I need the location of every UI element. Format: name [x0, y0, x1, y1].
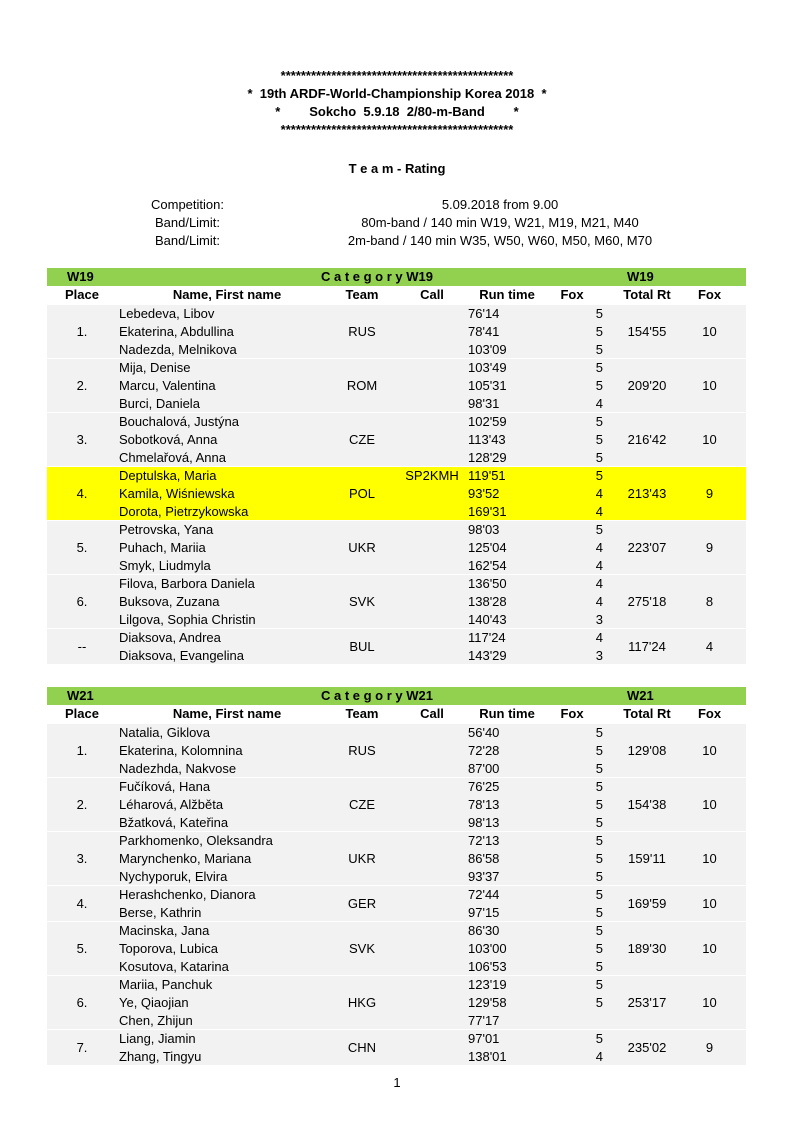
- team-place: 1.: [76, 743, 88, 758]
- member-name: Nadezhda, Nakvose: [119, 761, 237, 776]
- member-row: [47, 629, 746, 647]
- member-fox: 3: [595, 648, 603, 663]
- team-country: CZE: [349, 432, 375, 447]
- member-runtime: 72'13: [468, 833, 500, 848]
- team-country: BUL: [349, 639, 375, 654]
- team-total-runtime: 154'55: [627, 324, 667, 339]
- team-country: GER: [347, 896, 377, 911]
- team-block: [47, 831, 746, 885]
- col-header-fox: Fox: [560, 287, 584, 302]
- member-runtime: 98'13: [468, 815, 500, 830]
- team-total-fox: 10: [702, 743, 717, 758]
- col-header-fox-total: Fox: [697, 706, 722, 721]
- member-name: Zhang, Tingyu: [119, 1049, 202, 1064]
- member-runtime: 93'37: [468, 869, 500, 884]
- member-runtime: 77'17: [468, 1013, 500, 1028]
- member-runtime: 102'59: [468, 414, 507, 429]
- member-fox: 5: [595, 995, 603, 1010]
- team-place: 6.: [76, 594, 88, 609]
- member-name: Fučíková, Hana: [119, 779, 211, 794]
- team-place: 1.: [76, 324, 88, 339]
- member-name: Chen, Zhijun: [119, 1013, 193, 1028]
- member-name: Petrovska, Yana: [119, 522, 214, 537]
- team-place: 3.: [76, 432, 88, 447]
- member-fox: 4: [595, 594, 603, 609]
- member-fox: 5: [595, 324, 603, 339]
- member-runtime: 113'43: [468, 432, 506, 447]
- col-header-total: Total Rt: [623, 287, 671, 302]
- team-place: 3.: [76, 851, 88, 866]
- team-block: [47, 574, 746, 628]
- member-runtime: 86'58: [468, 851, 500, 866]
- member-name: Filova, Barbora Daniela: [119, 576, 255, 591]
- team-total-runtime: 129'08: [627, 743, 667, 758]
- team-country: UKR: [348, 851, 376, 866]
- member-name: Smyk, Liudmyla: [119, 558, 211, 573]
- member-fox: 5: [595, 378, 603, 393]
- member-fox: 5: [595, 432, 603, 447]
- member-fox: 4: [595, 504, 603, 519]
- member-name: Buksova, Zuzana: [119, 594, 220, 609]
- member-name: Liang, Jiamin: [119, 1031, 196, 1046]
- info-row-competition: [0, 197, 794, 215]
- member-name: Deptulska, Maria: [119, 468, 217, 483]
- team-total-fox: 10: [702, 941, 717, 956]
- info-value: 2m-band / 140 min W35, W50, W60, M50, M60, M70: [347, 233, 653, 248]
- team-country: CHN: [347, 1040, 377, 1055]
- member-name: Herashchenko, Dianora: [119, 887, 256, 902]
- member-row: [47, 341, 746, 359]
- member-fox: 4: [595, 540, 603, 555]
- member-runtime: 72'44: [468, 887, 500, 902]
- team-total-runtime: 223'07: [627, 540, 667, 555]
- team-total-fox: 10: [702, 324, 717, 339]
- col-header-name: Name, First name: [172, 706, 282, 721]
- member-call: SP2KMH: [405, 468, 459, 483]
- member-fox: 5: [595, 977, 603, 992]
- info-label: Band/Limit:: [154, 233, 221, 248]
- team-block: [47, 358, 746, 412]
- category-bar: [47, 268, 746, 286]
- member-runtime: 125'04: [468, 540, 507, 555]
- member-runtime: 78'13: [468, 797, 500, 812]
- col-header-place: Place: [65, 287, 99, 302]
- team-block: [47, 412, 746, 466]
- member-row: [47, 814, 746, 832]
- team-total-runtime: 189'30: [627, 941, 667, 956]
- member-fox: 5: [595, 905, 603, 920]
- member-row: [47, 994, 746, 1012]
- member-fox: 5: [595, 959, 603, 974]
- member-row: [47, 467, 746, 485]
- col-header-call: Call: [420, 706, 444, 721]
- team-place: --: [77, 639, 87, 654]
- col-header-fox: Fox: [560, 706, 584, 721]
- team-place: 5.: [76, 941, 88, 956]
- member-row: [47, 395, 746, 413]
- member-name: Lilgova, Sophia Christin: [119, 612, 256, 627]
- member-name: Bžatková, Kateřina: [119, 815, 229, 830]
- member-fox: 3: [595, 612, 603, 627]
- member-fox: 5: [595, 342, 603, 357]
- member-runtime: 106'53: [468, 959, 507, 974]
- team-total-fox: 10: [702, 378, 717, 393]
- member-runtime: 76'14: [468, 306, 500, 321]
- report-title: T e a m - Rating: [348, 161, 446, 176]
- team-total-fox: 10: [702, 896, 717, 911]
- info-row-band-2m: [0, 233, 794, 251]
- member-fox: 5: [595, 941, 603, 956]
- member-row: [47, 868, 746, 886]
- member-name: Puhach, Mariia: [119, 540, 206, 555]
- member-name: Parkhomenko, Oleksandra: [119, 833, 273, 848]
- info-value: 5.09.2018 from 9.00: [441, 197, 559, 212]
- member-runtime: 56'40: [468, 725, 500, 740]
- member-name: Nadezda, Melnikova: [119, 342, 237, 357]
- header-stars-bottom: **********************************************: [280, 122, 514, 137]
- member-runtime: 97'01: [468, 1031, 500, 1046]
- member-fox: 5: [595, 761, 603, 776]
- team-total-runtime: 117'24: [628, 639, 666, 654]
- member-runtime: 97'15: [468, 905, 500, 920]
- member-name: Dorota, Pietrzykowska: [119, 504, 249, 519]
- member-runtime: 103'49: [468, 360, 507, 375]
- team-place: 2.: [76, 378, 88, 393]
- team-total-fox: 4: [705, 639, 714, 654]
- member-name: Kosutova, Katarina: [119, 959, 229, 974]
- member-runtime: 86'30: [468, 923, 500, 938]
- team-place: 7.: [76, 1040, 88, 1055]
- col-header-runtime: Run time: [479, 287, 535, 302]
- member-row: [47, 778, 746, 796]
- category-code-right: W19: [627, 269, 654, 284]
- championship-title: * 19th ARDF-World-Championship Korea 2018 *: [247, 86, 547, 101]
- member-fox: 5: [595, 450, 603, 465]
- info-label: Competition:: [151, 197, 224, 212]
- team-total-fox: 8: [705, 594, 714, 609]
- member-row: [47, 539, 746, 557]
- member-fox: 5: [595, 851, 603, 866]
- info-row-band-80m: [0, 215, 794, 233]
- member-fox: 5: [595, 1031, 603, 1046]
- member-row: [47, 796, 746, 814]
- member-row: [47, 449, 746, 467]
- team-total-runtime: 216'42: [627, 432, 667, 447]
- member-name: Nychyporuk, Elvira: [119, 869, 228, 884]
- member-name: Macinska, Jana: [119, 923, 210, 938]
- category-code-right: W21: [627, 688, 654, 703]
- category-title: C a t e g o r y W21: [321, 688, 433, 703]
- member-row: [47, 305, 746, 323]
- member-row: [47, 724, 746, 742]
- member-row: [47, 976, 746, 994]
- member-fox: 5: [595, 815, 603, 830]
- member-row: [47, 958, 746, 976]
- col-header-name: Name, First name: [172, 287, 282, 302]
- team-total-runtime: 154'38: [627, 797, 667, 812]
- member-name: Diaksova, Andrea: [119, 630, 221, 645]
- member-name: Marcu, Valentina: [119, 378, 216, 393]
- category-section-w21: [47, 687, 746, 1065]
- member-fox: 5: [595, 887, 603, 902]
- member-runtime: 138'01: [468, 1049, 507, 1064]
- member-runtime: 123'19: [468, 977, 507, 992]
- member-fox: 5: [595, 468, 603, 483]
- team-country: SVK: [348, 941, 375, 956]
- team-block: [47, 885, 746, 921]
- team-country: ROM: [346, 378, 378, 393]
- team-total-fox: 9: [705, 486, 714, 501]
- team-country: POL: [348, 486, 375, 501]
- category-title: C a t e g o r y W19: [321, 269, 433, 284]
- member-fox: 5: [595, 360, 603, 375]
- member-name: Diaksova, Evangelina: [119, 648, 245, 663]
- member-row: [47, 1030, 746, 1048]
- col-header-runtime: Run time: [479, 706, 535, 721]
- member-row: [47, 485, 746, 503]
- member-name: Mariia, Panchuk: [119, 977, 213, 992]
- team-block: [47, 466, 746, 520]
- member-fox: 5: [595, 306, 603, 321]
- member-fox: 4: [595, 396, 603, 411]
- col-header-team: Team: [345, 287, 379, 302]
- member-runtime: 98'31: [468, 396, 500, 411]
- member-fox: 4: [595, 630, 603, 645]
- team-total-fox: 10: [702, 995, 717, 1010]
- team-country: RUS: [348, 743, 376, 758]
- member-row: [47, 886, 746, 904]
- info-value: 80m-band / 140 min W19, W21, M19, M21, M40: [361, 215, 639, 230]
- member-runtime: 103'09: [468, 342, 507, 357]
- col-header-team: Team: [345, 706, 379, 721]
- member-row: [47, 742, 746, 760]
- member-name: Marynchenko, Mariana: [119, 851, 252, 866]
- member-row: [47, 413, 746, 431]
- member-name: Burci, Daniela: [119, 396, 200, 411]
- member-name: Léharová, Alžběta: [119, 797, 224, 812]
- member-name: Sobotková, Anna: [119, 432, 218, 447]
- team-total-fox: 9: [705, 1040, 714, 1055]
- member-fox: 5: [595, 743, 603, 758]
- team-country: SVK: [348, 594, 375, 609]
- member-runtime: 129'58: [468, 995, 507, 1010]
- column-header-row: [47, 705, 746, 723]
- member-name: Ekaterina, Kolomnina: [119, 743, 243, 758]
- col-header-call: Call: [420, 287, 444, 302]
- team-country: RUS: [348, 324, 376, 339]
- member-row: [47, 832, 746, 850]
- member-row: [47, 904, 746, 922]
- team-place: 5.: [76, 540, 88, 555]
- member-fox: 4: [595, 1049, 603, 1064]
- member-runtime: 87'00: [468, 761, 500, 776]
- member-row: [47, 647, 746, 665]
- member-row: [47, 940, 746, 958]
- member-runtime: 138'28: [468, 594, 507, 609]
- team-total-runtime: 253'17: [627, 995, 667, 1010]
- member-name: Berse, Kathrin: [119, 905, 202, 920]
- member-fox: 5: [595, 797, 603, 812]
- member-row: [47, 359, 746, 377]
- member-row: [47, 377, 746, 395]
- member-runtime: 78'41: [468, 324, 500, 339]
- member-row: [47, 323, 746, 341]
- member-fox: 5: [595, 923, 603, 938]
- team-block: [47, 304, 746, 358]
- team-total-fox: 10: [702, 851, 717, 866]
- event-location-date: * Sokcho 5.9.18 2/80-m-Band *: [275, 104, 519, 119]
- member-name: Bouchalová, Justýna: [119, 414, 239, 429]
- team-place: 2.: [76, 797, 88, 812]
- team-block: [47, 1029, 746, 1065]
- member-runtime: 140'43: [468, 612, 507, 627]
- page-number: 1: [393, 1075, 401, 1090]
- member-row: [47, 503, 746, 521]
- team-total-runtime: 213'43: [627, 486, 667, 501]
- team-block: [47, 777, 746, 831]
- member-runtime: 98'03: [468, 522, 500, 537]
- member-name: Toporova, Lubica: [119, 941, 219, 956]
- member-name: Chmelařová, Anna: [119, 450, 226, 465]
- member-name: Ye, Qiaojian: [119, 995, 189, 1010]
- member-row: [47, 575, 746, 593]
- member-name: Lebedeva, Libov: [119, 306, 215, 321]
- member-fox: 5: [595, 869, 603, 884]
- category-code-left: W21: [67, 688, 94, 703]
- team-block: [47, 628, 746, 664]
- member-runtime: 162'54: [468, 558, 507, 573]
- team-block: [47, 723, 746, 777]
- team-country: HKG: [347, 995, 377, 1010]
- team-total-runtime: 169'59: [627, 896, 667, 911]
- member-name: Mija, Denise: [119, 360, 191, 375]
- member-runtime: 119'51: [468, 468, 506, 483]
- member-runtime: 143'29: [468, 648, 507, 663]
- member-row: [47, 521, 746, 539]
- member-runtime: 117'24: [468, 630, 506, 645]
- member-fox: 4: [595, 486, 603, 501]
- member-row: [47, 850, 746, 868]
- member-row: [47, 1048, 746, 1066]
- team-total-runtime: 275'18: [627, 594, 667, 609]
- col-header-place: Place: [65, 706, 99, 721]
- header-stars-top: **********************************************: [280, 68, 514, 83]
- member-row: [47, 431, 746, 449]
- team-total-fox: 10: [702, 432, 717, 447]
- member-row: [47, 557, 746, 575]
- team-country: UKR: [348, 540, 376, 555]
- team-place: 4.: [76, 896, 88, 911]
- member-row: [47, 611, 746, 629]
- column-header-row: [47, 286, 746, 304]
- team-total-runtime: 235'02: [627, 1040, 667, 1055]
- col-header-fox-total: Fox: [697, 287, 722, 302]
- team-place: 4.: [76, 486, 88, 501]
- member-name: Natalia, Giklova: [119, 725, 211, 740]
- member-fox: 5: [595, 833, 603, 848]
- member-fox: 5: [595, 522, 603, 537]
- member-row: [47, 1012, 746, 1030]
- team-block: [47, 975, 746, 1029]
- category-section-w19: [47, 268, 746, 664]
- member-fox: 4: [595, 576, 603, 591]
- team-total-runtime: 209'20: [627, 378, 667, 393]
- member-fox: 5: [595, 725, 603, 740]
- team-country: CZE: [349, 797, 375, 812]
- member-row: [47, 760, 746, 778]
- member-runtime: 105'31: [468, 378, 507, 393]
- team-block: [47, 921, 746, 975]
- member-row: [47, 593, 746, 611]
- info-label: Band/Limit:: [154, 215, 221, 230]
- member-runtime: 169'31: [468, 504, 507, 519]
- team-block: [47, 520, 746, 574]
- category-bar: [47, 687, 746, 705]
- member-name: Kamila, Wiśniewska: [119, 486, 235, 501]
- member-fox: 5: [595, 414, 603, 429]
- member-runtime: 103'00: [468, 941, 507, 956]
- team-total-runtime: 159'11: [628, 851, 666, 866]
- category-code-left: W19: [67, 269, 94, 284]
- team-total-fox: 9: [705, 540, 714, 555]
- member-runtime: 93'52: [468, 486, 500, 501]
- member-name: Ekaterina, Abdullina: [119, 324, 234, 339]
- member-fox: 4: [595, 558, 603, 573]
- team-total-fox: 10: [702, 797, 717, 812]
- col-header-total: Total Rt: [623, 706, 671, 721]
- member-row: [47, 922, 746, 940]
- member-runtime: 76'25: [468, 779, 500, 794]
- member-runtime: 72'28: [468, 743, 500, 758]
- member-fox: 5: [595, 779, 603, 794]
- member-runtime: 136'50: [468, 576, 507, 591]
- team-place: 6.: [76, 995, 88, 1010]
- member-runtime: 128'29: [468, 450, 507, 465]
